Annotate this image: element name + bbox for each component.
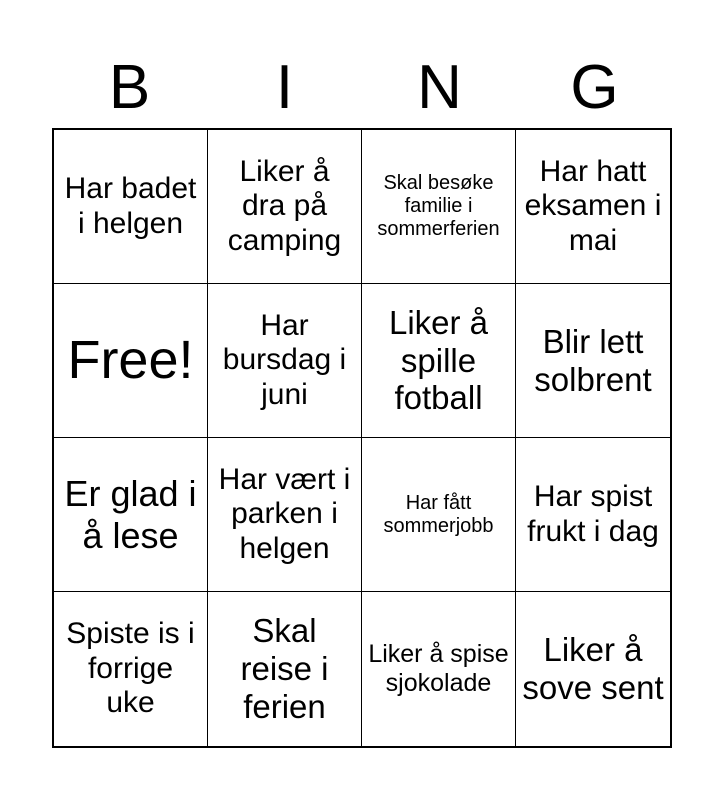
bingo-cell[interactable]: Skal besøke familie i sommerferien — [362, 130, 516, 284]
bingo-cell[interactable]: Har bursdag i juni — [208, 284, 362, 438]
free-space-cell[interactable]: Free! — [54, 284, 208, 438]
bingo-board — [52, 128, 672, 748]
bingo-cell[interactable]: Har vært i parken i helgen — [208, 438, 362, 592]
bingo-cell[interactable]: Har spist frukt i dag — [516, 438, 670, 592]
bingo-cell[interactable]: Blir lett solbrent — [516, 284, 670, 438]
bingo-cell[interactable]: Skal reise i ferien — [208, 592, 362, 746]
bingo-cell[interactable]: Har badet i helgen — [54, 130, 208, 284]
bingo-cell[interactable]: Liker å dra på camping — [208, 130, 362, 284]
header-letter-b: B — [108, 53, 151, 122]
bingo-header — [52, 48, 672, 128]
bingo-cell[interactable]: Liker å spise sjokolade — [362, 592, 516, 746]
header-letter-i: I — [275, 53, 294, 122]
header-letter-n: N — [417, 53, 462, 122]
bingo-cell[interactable]: Er glad i å lese — [54, 438, 208, 592]
bingo-cell[interactable]: Spiste is i forrige uke — [54, 592, 208, 746]
bingo-cell[interactable]: Liker å spille fotball — [362, 284, 516, 438]
bingo-cell[interactable]: Liker å sove sent — [522, 631, 664, 706]
bingo-cell[interactable]: Har fått sommerjobb — [362, 438, 516, 592]
header-letter-g: G — [570, 53, 619, 122]
bingo-cell[interactable]: Har hatt eksamen i mai — [516, 130, 670, 284]
